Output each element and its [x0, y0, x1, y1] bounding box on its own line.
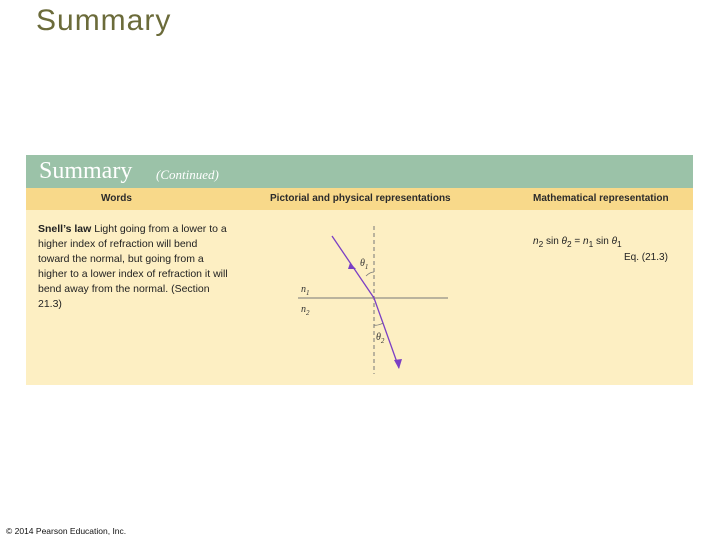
n2-label: $n_2$: [301, 304, 310, 317]
panel-subtitle: (Continued): [156, 167, 219, 182]
refraction-diagram: [270, 222, 470, 382]
copyright-notice: © 2014 Pearson Education, Inc.: [6, 526, 127, 536]
column-header-words: Words: [101, 193, 132, 204]
panel-header: [26, 155, 693, 188]
n1-label: $n_1$: [301, 284, 310, 297]
math-cell: [533, 235, 668, 265]
theta2-arc: [374, 323, 383, 325]
incident-ray-arrow: [348, 263, 356, 269]
section-reference: (Section 21.3): [38, 283, 210, 310]
words-cell: [38, 222, 228, 312]
theta1-arc: [366, 272, 374, 276]
slide-title: Summary: [36, 4, 172, 37]
equation-reference: Eq. (21.3): [624, 252, 668, 263]
snells-law-term: Snell’s law: [38, 223, 92, 235]
snells-law-description: Light going from a lower to a higher index of refraction will bend toward the normal, but going from a higher to a lower index of refraction it will bend away from the normal.: [38, 223, 228, 295]
column-header-pictorial: Pictorial and physical representations: [270, 193, 451, 204]
theta2-label: $\theta_2$: [376, 332, 385, 345]
theta1-label: $\theta_1$: [360, 258, 369, 271]
column-header-math: Mathematical representation: [533, 193, 669, 204]
equation: $n_2$ $\sin \theta_2 = n_1$ $\sin \theta_1$: [533, 236, 622, 249]
refracted-ray-arrow: [394, 359, 402, 369]
panel-title: Summary: [39, 158, 133, 184]
column-header-row: [26, 188, 693, 210]
